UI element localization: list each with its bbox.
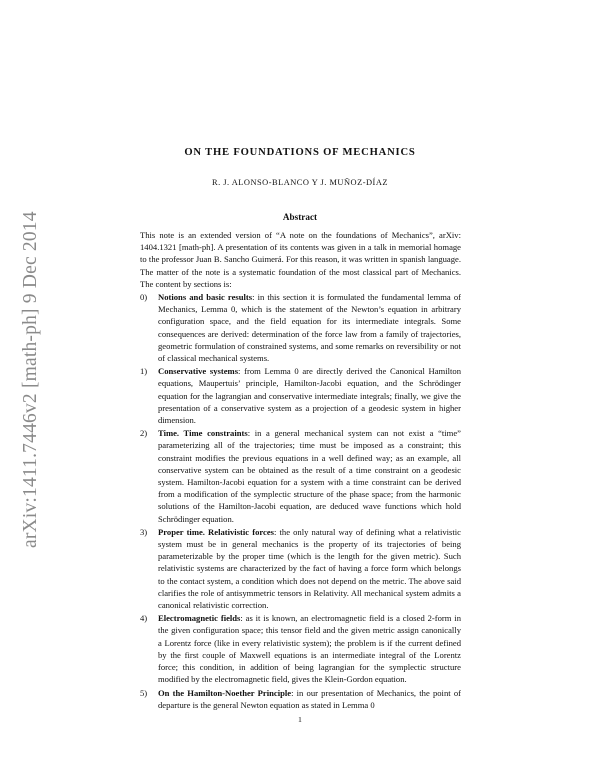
section-text: : from Lemma 0 are directly derived the Canonical Hamilton equations, Maupertuis’ principle, Hamilton-Jacobi equation, and the Schrödinger equation for the lagrangian and conservative intermediate integrals; finally, we give the presentation of a conservative system as a projection of a geodesic system in higher dimension.	[158, 366, 461, 426]
arxiv-identifier-stamp: arXiv:1411.7446v2 [math-ph] 9 Dec 2014	[20, 211, 41, 548]
section-text: : as it is known, an electromagnetic field is a closed 2-form in the given configuration space; this tensor field and the given metric assign canonically a Lorentz force (like in every relativistic system); the problem is if the current defined by the first couple of Maxwell equations is an intermediate integral of the Lorentz force; this condition, in addition of being lagrangian for the symplectic structure modified by the electromagnetic field, gives the Klein-Gordon equation.	[158, 613, 461, 685]
section-text: : in a general mechanical system can not exist a “time” parameterizing all of the trajectories; time must be imposed as a constraint; this constraint modifies the previous equations in a well defined way; as an example, all conservative system can be obtained as the result of a time constraint on a geodesic system. Hamilton-Jacobi equation for a system with a time constraint can be derived from a modification of the symplectic structure of the phase space; from the harmonic solutions of the Hamilton-Jacobi equation, are deduced wave functions which hold Schrödinger equation.	[158, 428, 461, 524]
section-item-4	[140, 612, 461, 685]
abstract-body: This note is an extended version of “A note on the foundations of Mechanics”, arXiv: 1404.1321 [math-ph]. A presentation of its contents was given in a talk in memorial homage to the professor Juan B. Sancho Guimerá. For this reason, it was written in spanish language. The matter of the note is a systematic foundation of the most classical part of Mechanics. The content by sections is:	[140, 230, 461, 289]
section-text: : in this section it is formulated the fundamental lemma of Mechanics, Lemma 0, which is the statement of the Newton’s equation in arbitrary configuration space, and the field equation for its intermediate integrals. Some consequences are derived: determination of the force law from a family of trajectories, geometric formulation of constrained systems, and some remarks on reversibility or not of classical mechanical systems.	[158, 292, 461, 364]
section-heading: Notions and basic results	[158, 292, 253, 302]
page-number: 1	[298, 715, 302, 724]
section-number: 5)	[140, 687, 148, 698]
paper-title: ON THE FOUNDATIONS OF MECHANICS	[184, 147, 416, 158]
section-item-3	[140, 526, 461, 611]
section-number: 0)	[140, 292, 148, 302]
section-text: : the only natural way of defining what a relativistic system must be in general mechanics is the property of its trajectories of being parameterizable by the proper time (which is the length for the given metric). Such relativistic systems are characterized by the fact of having a force form which belongs to the contact system, a condition which does not depend on the metric. The above said clarifies the role of antisymmetric tensors in Relativity. All mechanical system admits a canonical relativistic correction.	[158, 526, 461, 611]
paper-authors: R. J. ALONSO-BLANCO Y J. MUÑOZ-DÍAZ	[211, 178, 388, 187]
section-number: 3)	[140, 526, 148, 537]
section-heading: Electromagnetic fields	[158, 613, 241, 624]
section-item-2	[140, 427, 461, 525]
section-list	[140, 291, 461, 712]
section-item-0	[140, 291, 461, 364]
abstract-heading: Abstract	[282, 212, 318, 222]
section-item-1	[140, 365, 461, 426]
section-heading: Proper time. Relativistic forces	[158, 526, 275, 537]
section-item-5	[140, 687, 461, 711]
section-number: 4)	[140, 613, 148, 624]
section-heading: On the Hamilton-Noether Principle	[158, 687, 292, 698]
section-number: 2)	[140, 428, 148, 439]
section-heading: Conservative systems	[158, 366, 239, 377]
section-text: : in our presentation of Mechanics, the point of departure is the general Newton equation as stated in Lemma 0	[158, 687, 461, 710]
section-heading: Time. Time constraints	[158, 428, 248, 439]
section-number: 1)	[140, 366, 148, 377]
